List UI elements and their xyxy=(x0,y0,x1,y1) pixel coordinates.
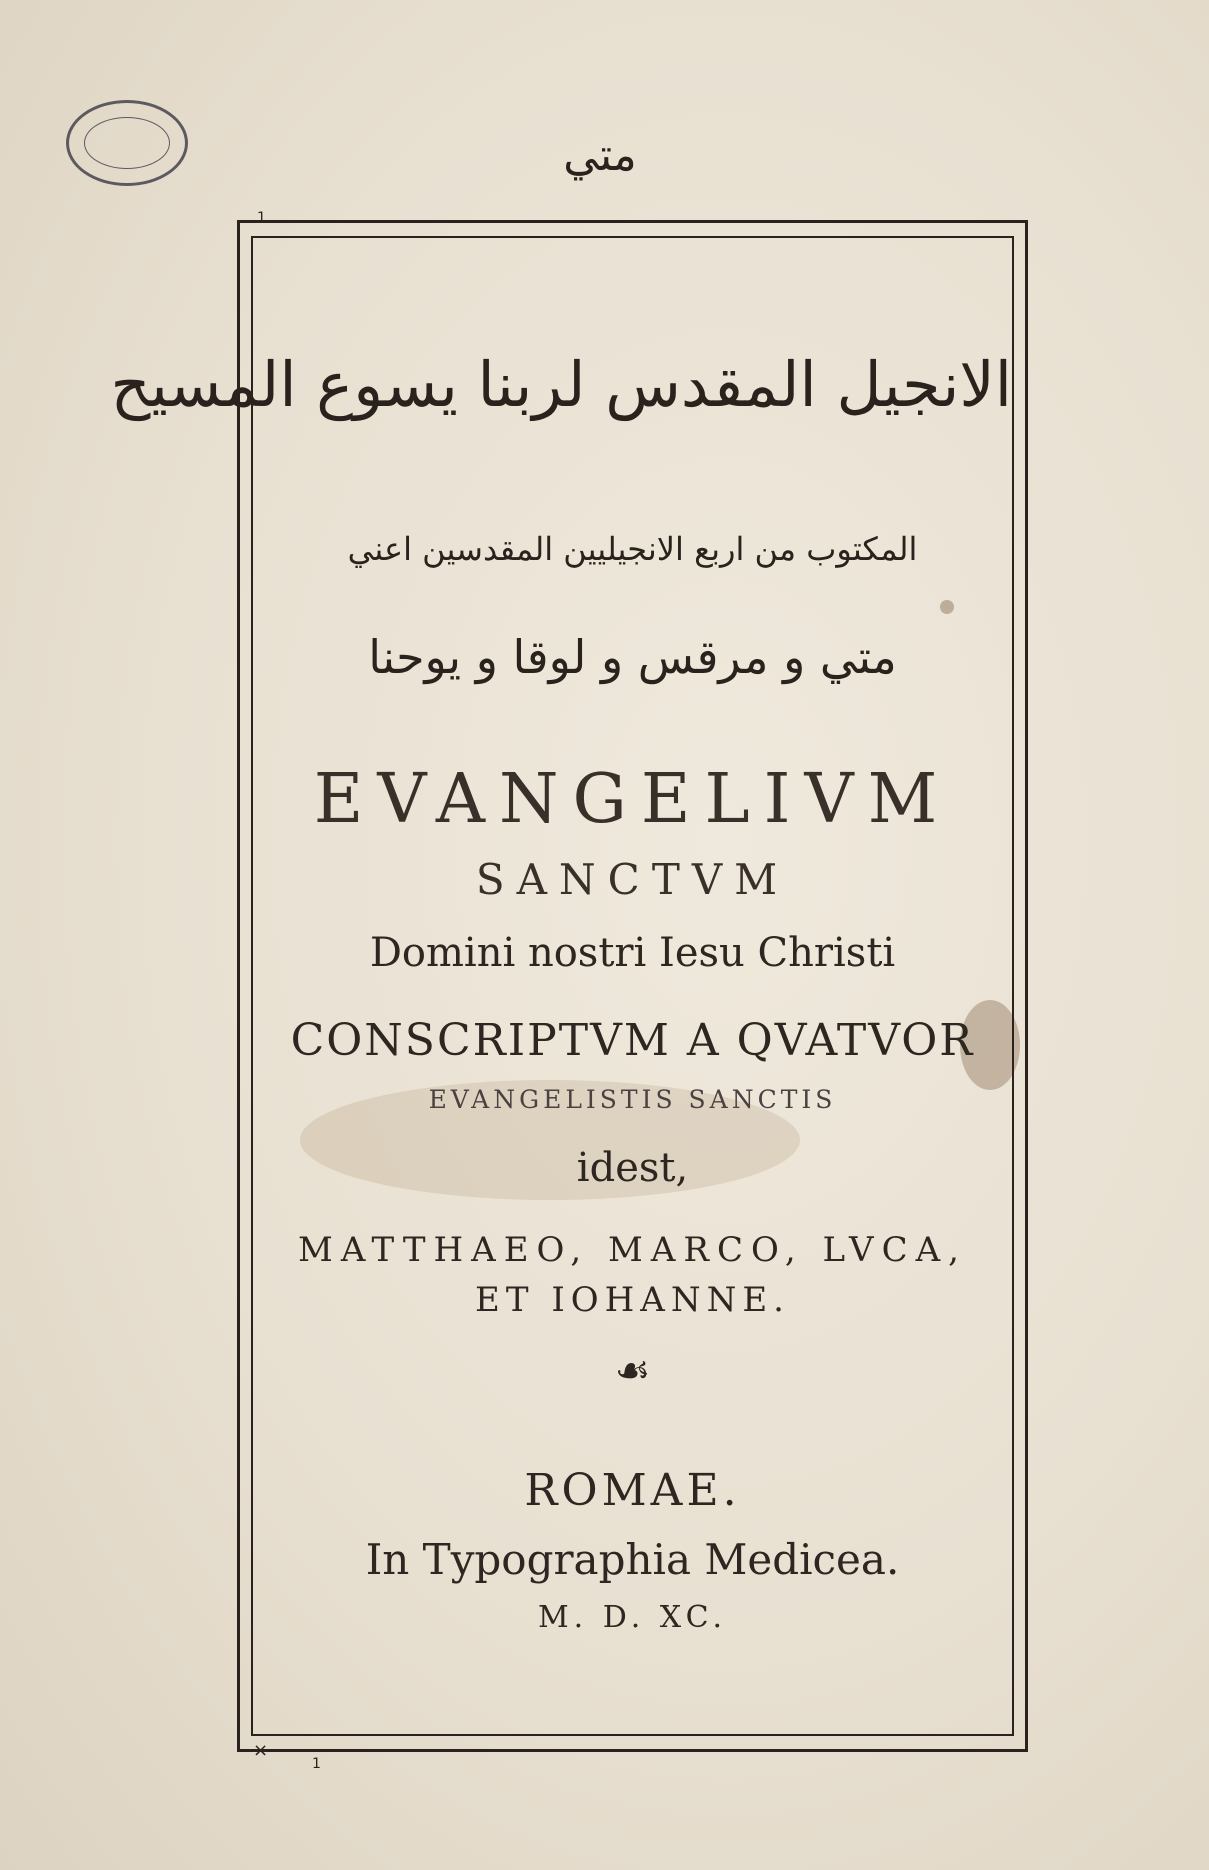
latin-conscriptum: CONSCRIPTVM A QVATVOR xyxy=(290,1015,975,1066)
latin-evangelistis: EVANGELISTIS SANCTIS xyxy=(428,1085,837,1114)
latin-idest: idest, xyxy=(576,1145,689,1191)
latin-names-line2: ET IOHANNE. xyxy=(475,1280,790,1320)
signature-mark-bottom-left: × xyxy=(253,1740,269,1761)
signature-mark-bottom-right: 1 xyxy=(312,1756,321,1772)
latin-names-line1: MATTHAEO, MARCO, LVCA, xyxy=(298,1230,967,1270)
latin-subtitle: SANCTVM xyxy=(475,855,790,904)
running-head-arabic: متي xyxy=(563,130,637,181)
library-stamp-inner xyxy=(84,117,170,169)
imprint-date: M. D. XC. xyxy=(537,1600,728,1635)
latin-domini: Domini nostri Iesu Christi xyxy=(369,930,896,976)
arabic-title: الانجيل المقدس لربنا يسوع المسيح xyxy=(110,348,1012,421)
fleuron-icon: ☙ xyxy=(614,1348,651,1394)
imprint-printer: In Typographia Medicea. xyxy=(365,1535,900,1584)
library-stamp-icon xyxy=(66,100,188,186)
signature-mark-top: 1 xyxy=(257,210,266,226)
title-block xyxy=(110,240,1012,1734)
imprint-place: ROMAE. xyxy=(524,1465,741,1516)
arabic-evangelist-names: متي و مرقس و لوقا و يوحنا xyxy=(368,630,897,684)
arabic-subtitle: المكتوب من اربع الانجيليين المقدسين اعني xyxy=(347,530,918,568)
latin-title: EVANGELIVM xyxy=(313,760,952,839)
